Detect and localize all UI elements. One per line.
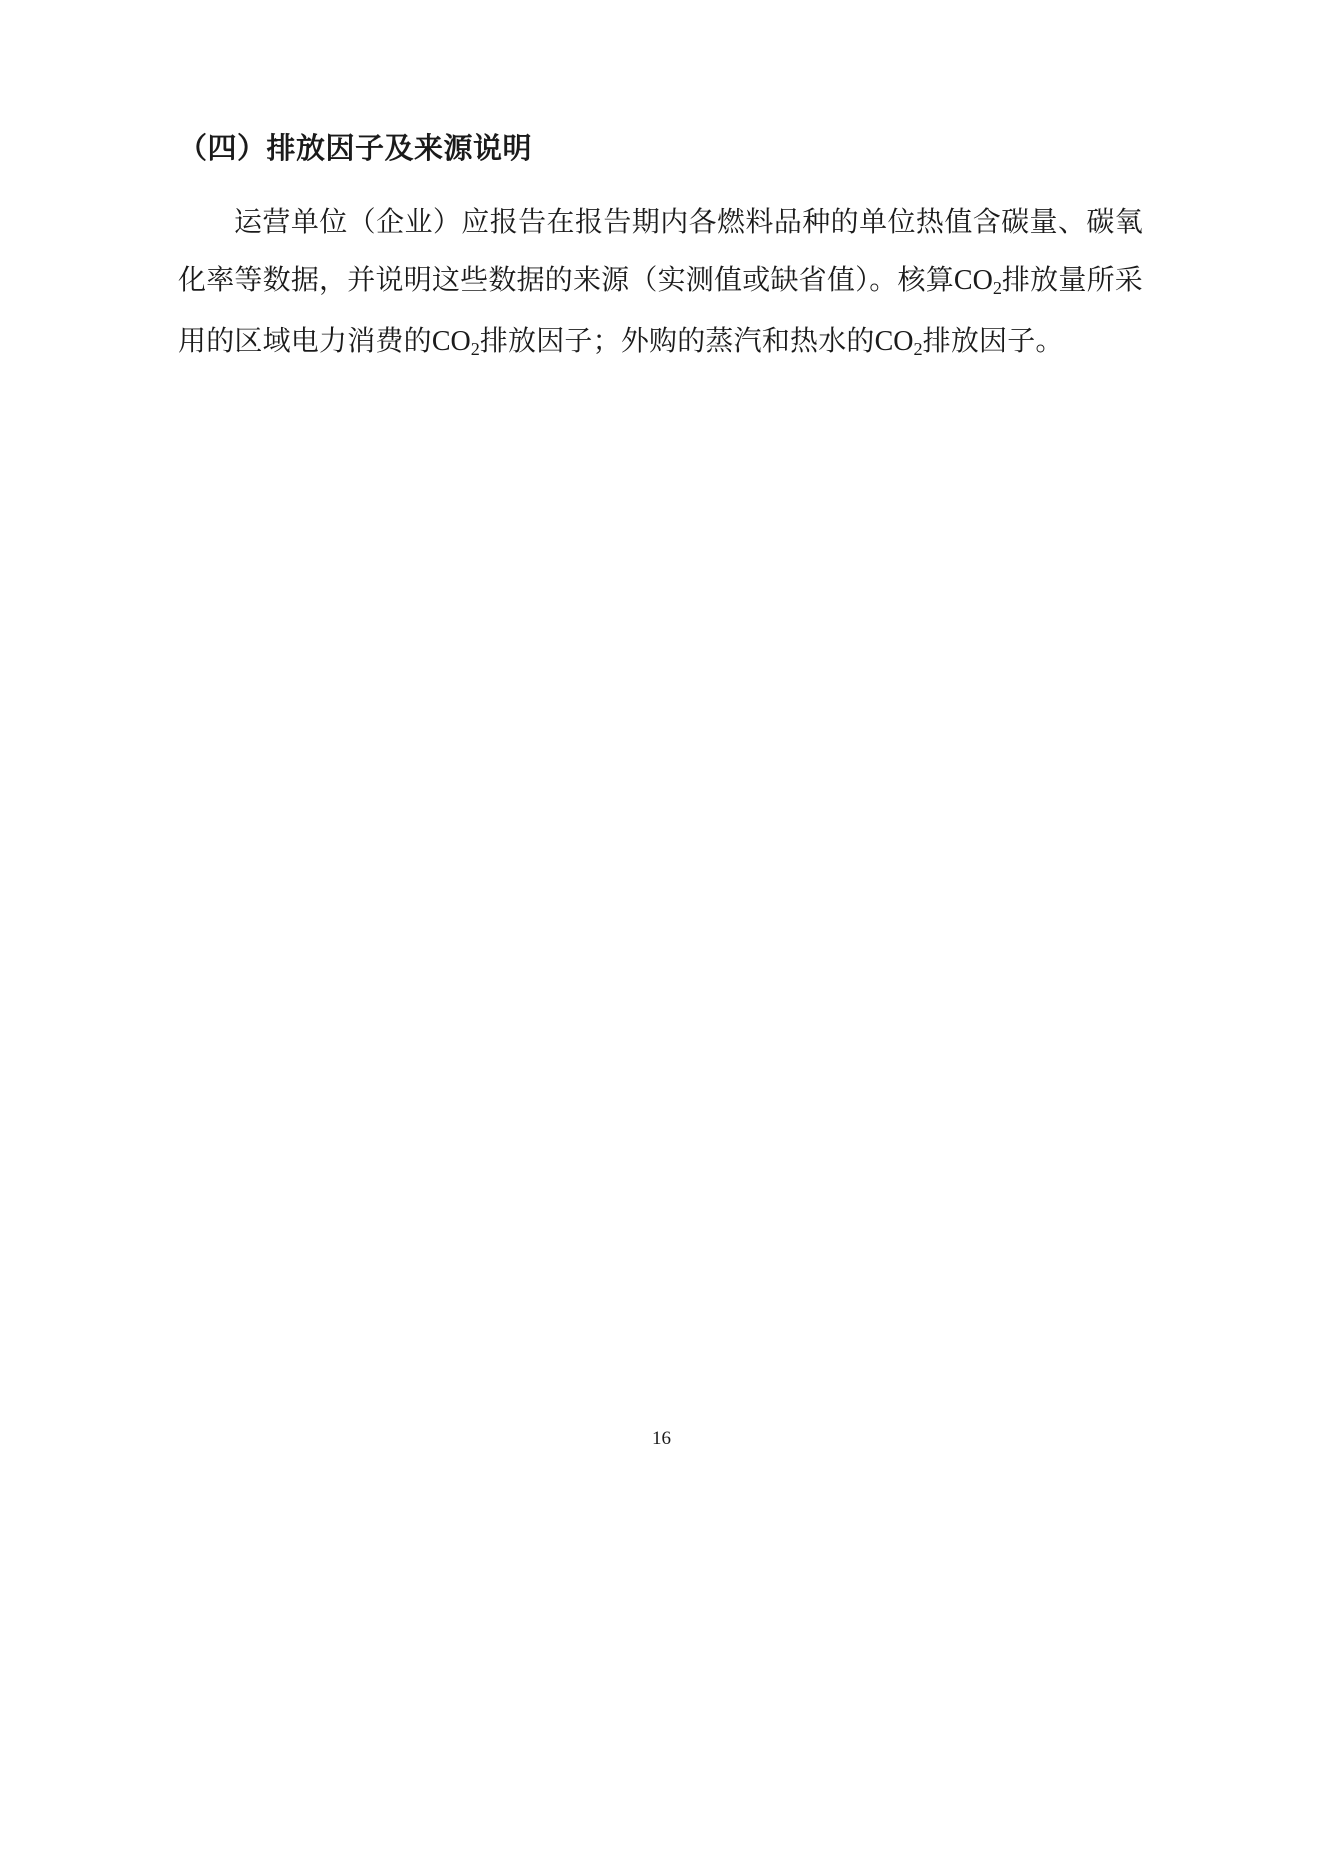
body-paragraph bbox=[178, 193, 1143, 373]
co2-subscript-3: 2 bbox=[913, 338, 923, 359]
page-number: 16 bbox=[652, 1428, 671, 1449]
co2-subscript-2: 2 bbox=[470, 338, 480, 359]
paragraph-segment-1: 运营单位（企业）应报告在报告期内各燃料品种的单位热值含碳量、碳氧化率等数据，并说明这些数据的来源（实测值或缺省值）。核算 bbox=[178, 204, 1143, 296]
page-content bbox=[178, 128, 1143, 373]
paragraph-segment-3: 排放因子；外购的蒸汽和热水的 bbox=[479, 323, 875, 357]
paragraph-segment-2: 排放量所采用的区域电力消费的 bbox=[178, 262, 1143, 357]
section-heading: （四）排放因子及来源说明 bbox=[178, 131, 533, 165]
co2-label-2: CO bbox=[431, 325, 471, 357]
co2-label-3: CO bbox=[874, 325, 914, 357]
co2-label-1: CO bbox=[953, 264, 993, 296]
paragraph-segment-4: 排放因子。 bbox=[922, 323, 1064, 357]
co2-subscript-1: 2 bbox=[992, 277, 1002, 298]
